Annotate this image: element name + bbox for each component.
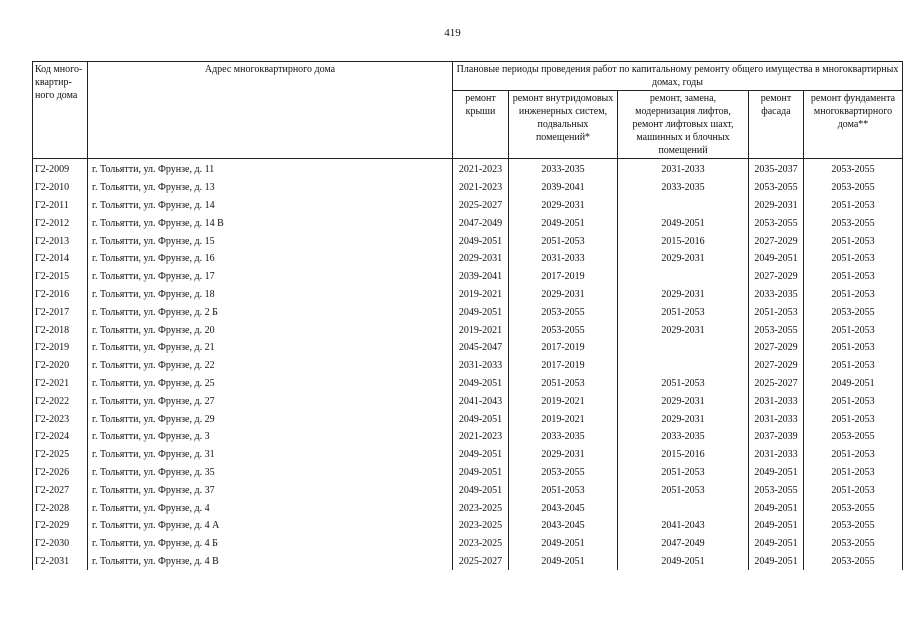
cell-facade: 2049-2051 <box>749 499 804 517</box>
cell-foundation: 2051-2053 <box>804 410 903 428</box>
cell-facade: 2053-2055 <box>749 321 804 339</box>
cell-code: Г2-2031 <box>33 553 88 571</box>
cell-lifts: 2047-2049 <box>618 535 749 553</box>
cell-roof: 2049-2051 <box>453 410 509 428</box>
cell-roof: 2047-2049 <box>453 214 509 232</box>
cell-lifts <box>618 499 749 517</box>
cell-address: г. Тольятти, ул. Фрунзе, д. 11 <box>88 159 453 179</box>
page-number: 419 <box>444 27 461 39</box>
header-address: Адрес многоквартирного дома <box>88 62 453 159</box>
cell-facade: 2027-2029 <box>749 357 804 375</box>
cell-lifts: 2029-2031 <box>618 410 749 428</box>
cell-facade: 2053-2055 <box>749 481 804 499</box>
cell-systems: 2019-2021 <box>509 392 618 410</box>
cell-code: Г2-2024 <box>33 428 88 446</box>
table-row <box>33 357 903 375</box>
cell-systems: 2051-2053 <box>509 232 618 250</box>
cell-address: г. Тольятти, ул. Фрунзе, д. 27 <box>88 392 453 410</box>
table-row <box>33 232 903 250</box>
table-row <box>33 375 903 393</box>
cell-address: г. Тольятти, ул. Фрунзе, д. 14 <box>88 197 453 215</box>
cell-systems: 2049-2051 <box>509 214 618 232</box>
table-row <box>33 268 903 286</box>
cell-facade: 2035-2037 <box>749 159 804 179</box>
cell-foundation: 2053-2055 <box>804 214 903 232</box>
cell-code: Г2-2022 <box>33 392 88 410</box>
cell-systems: 2043-2045 <box>509 517 618 535</box>
table-row <box>33 286 903 304</box>
cell-systems: 2049-2051 <box>509 553 618 571</box>
cell-roof: 2023-2025 <box>453 517 509 535</box>
cell-systems: 2053-2055 <box>509 464 618 482</box>
cell-lifts: 2051-2053 <box>618 375 749 393</box>
table-row <box>33 499 903 517</box>
cell-foundation: 2051-2053 <box>804 446 903 464</box>
cell-roof: 2031-2033 <box>453 357 509 375</box>
table-row <box>33 339 903 357</box>
cell-address: г. Тольятти, ул. Фрунзе, д. 13 <box>88 179 453 197</box>
cell-facade: 2027-2029 <box>749 232 804 250</box>
table-row <box>33 464 903 482</box>
table-row <box>33 446 903 464</box>
table-row <box>33 197 903 215</box>
cell-facade: 2049-2051 <box>749 553 804 571</box>
cell-systems: 2053-2055 <box>509 321 618 339</box>
cell-address: г. Тольятти, ул. Фрунзе, д. 35 <box>88 464 453 482</box>
cell-lifts <box>618 268 749 286</box>
table-row <box>33 214 903 232</box>
table-row <box>33 553 903 571</box>
cell-foundation: 2053-2055 <box>804 499 903 517</box>
cell-lifts: 2015-2016 <box>618 232 749 250</box>
header-roof: ремонт крыши <box>453 91 509 159</box>
cell-address: г. Тольятти, ул. Фрунзе, д. 25 <box>88 375 453 393</box>
cell-code: Г2-2016 <box>33 286 88 304</box>
cell-lifts: 2029-2031 <box>618 321 749 339</box>
cell-systems: 2039-2041 <box>509 179 618 197</box>
cell-roof: 2049-2051 <box>453 464 509 482</box>
cell-roof: 2049-2051 <box>453 232 509 250</box>
cell-foundation: 2051-2053 <box>804 339 903 357</box>
cell-code: Г2-2029 <box>33 517 88 535</box>
cell-systems: 2049-2051 <box>509 535 618 553</box>
cell-foundation: 2051-2053 <box>804 268 903 286</box>
cell-address: г. Тольятти, ул. Фрунзе, д. 21 <box>88 339 453 357</box>
cell-address: г. Тольятти, ул. Фрунзе, д. 14 В <box>88 214 453 232</box>
cell-facade: 2027-2029 <box>749 339 804 357</box>
cell-roof: 2029-2031 <box>453 250 509 268</box>
cell-lifts: 2049-2051 <box>618 214 749 232</box>
cell-roof: 2019-2021 <box>453 286 509 304</box>
cell-lifts: 2029-2031 <box>618 286 749 304</box>
cell-roof: 2025-2027 <box>453 553 509 571</box>
cell-systems: 2017-2019 <box>509 339 618 357</box>
table-body <box>33 159 903 571</box>
cell-address: г. Тольятти, ул. Фрунзе, д. 31 <box>88 446 453 464</box>
cell-roof: 2049-2051 <box>453 303 509 321</box>
cell-facade: 2025-2027 <box>749 375 804 393</box>
cell-lifts: 2049-2051 <box>618 553 749 571</box>
cell-facade: 2031-2033 <box>749 446 804 464</box>
cell-foundation: 2051-2053 <box>804 197 903 215</box>
cell-roof: 2049-2051 <box>453 481 509 499</box>
cell-code: Г2-2030 <box>33 535 88 553</box>
cell-code: Г2-2019 <box>33 339 88 357</box>
table-row <box>33 392 903 410</box>
cell-facade: 2029-2031 <box>749 197 804 215</box>
cell-systems: 2029-2031 <box>509 197 618 215</box>
header-foundation: ремонт фундамента многоквартирного дома** <box>804 91 903 159</box>
cell-address: г. Тольятти, ул. Фрунзе, д. 4 В <box>88 553 453 571</box>
cell-systems: 2029-2031 <box>509 446 618 464</box>
cell-address: г. Тольятти, ул. Фрунзе, д. 18 <box>88 286 453 304</box>
cell-roof: 2039-2041 <box>453 268 509 286</box>
cell-foundation: 2051-2053 <box>804 481 903 499</box>
cell-code: Г2-2009 <box>33 159 88 179</box>
table-row <box>33 321 903 339</box>
cell-facade: 2053-2055 <box>749 214 804 232</box>
cell-code: Г2-2011 <box>33 197 88 215</box>
cell-lifts: 2033-2035 <box>618 428 749 446</box>
cell-lifts: 2033-2035 <box>618 179 749 197</box>
cell-lifts: 2031-2033 <box>618 159 749 179</box>
cell-systems: 2017-2019 <box>509 268 618 286</box>
cell-facade: 2037-2039 <box>749 428 804 446</box>
cell-roof: 2023-2025 <box>453 535 509 553</box>
cell-facade: 2053-2055 <box>749 179 804 197</box>
cell-address: г. Тольятти, ул. Фрунзе, д. 22 <box>88 357 453 375</box>
cell-code: Г2-2027 <box>33 481 88 499</box>
cell-code: Г2-2017 <box>33 303 88 321</box>
table-row <box>33 535 903 553</box>
cell-address: г. Тольятти, ул. Фрунзе, д. 2 Б <box>88 303 453 321</box>
cell-roof: 2023-2025 <box>453 499 509 517</box>
cell-lifts <box>618 197 749 215</box>
table-row <box>33 159 903 179</box>
cell-roof: 2049-2051 <box>453 375 509 393</box>
cell-roof: 2049-2051 <box>453 446 509 464</box>
header-periods: Плановые периоды проведения работ по капитальному ремонту общего имущества в многоквартирных домах, годы <box>453 62 903 91</box>
cell-foundation: 2051-2053 <box>804 286 903 304</box>
header-lifts: ремонт, замена, модернизация лифтов, ремонт лифтовых шахт, машинных и блочных помещений <box>618 91 749 159</box>
cell-lifts <box>618 357 749 375</box>
cell-code: Г2-2013 <box>33 232 88 250</box>
cell-foundation: 2051-2053 <box>804 392 903 410</box>
cell-code: Г2-2014 <box>33 250 88 268</box>
cell-foundation: 2053-2055 <box>804 159 903 179</box>
capital-repair-table <box>32 61 903 570</box>
cell-address: г. Тольятти, ул. Фрунзе, д. 4 А <box>88 517 453 535</box>
cell-code: Г2-2010 <box>33 179 88 197</box>
cell-facade: 2031-2033 <box>749 392 804 410</box>
cell-foundation: 2053-2055 <box>804 517 903 535</box>
cell-address: г. Тольятти, ул. Фрунзе, д. 16 <box>88 250 453 268</box>
cell-address: г. Тольятти, ул. Фрунзе, д. 37 <box>88 481 453 499</box>
cell-address: г. Тольятти, ул. Фрунзе, д. 29 <box>88 410 453 428</box>
header-systems: ремонт внутридомовых инженерных систем, подвальных помещений* <box>509 91 618 159</box>
cell-lifts <box>618 339 749 357</box>
cell-systems: 2033-2035 <box>509 428 618 446</box>
cell-code: Г2-2012 <box>33 214 88 232</box>
cell-roof: 2045-2047 <box>453 339 509 357</box>
table-row <box>33 250 903 268</box>
cell-systems: 2019-2021 <box>509 410 618 428</box>
cell-foundation: 2051-2053 <box>804 321 903 339</box>
cell-address: г. Тольятти, ул. Фрунзе, д. 15 <box>88 232 453 250</box>
cell-lifts: 2029-2031 <box>618 392 749 410</box>
table-row <box>33 179 903 197</box>
cell-facade: 2049-2051 <box>749 517 804 535</box>
cell-systems: 2051-2053 <box>509 375 618 393</box>
cell-systems: 2051-2053 <box>509 481 618 499</box>
header-facade: ремонт фасада <box>749 91 804 159</box>
cell-foundation: 2053-2055 <box>804 553 903 571</box>
cell-code: Г2-2018 <box>33 321 88 339</box>
cell-foundation: 2053-2055 <box>804 179 903 197</box>
cell-foundation: 2051-2053 <box>804 232 903 250</box>
cell-lifts: 2015-2016 <box>618 446 749 464</box>
cell-roof: 2021-2023 <box>453 428 509 446</box>
cell-facade: 2031-2033 <box>749 410 804 428</box>
cell-lifts: 2029-2031 <box>618 250 749 268</box>
cell-systems: 2031-2033 <box>509 250 618 268</box>
cell-lifts: 2051-2053 <box>618 464 749 482</box>
table-row <box>33 517 903 535</box>
cell-address: г. Тольятти, ул. Фрунзе, д. 20 <box>88 321 453 339</box>
cell-foundation: 2051-2053 <box>804 357 903 375</box>
cell-systems: 2029-2031 <box>509 286 618 304</box>
cell-code: Г2-2015 <box>33 268 88 286</box>
cell-facade: 2051-2053 <box>749 303 804 321</box>
cell-roof: 2019-2021 <box>453 321 509 339</box>
cell-foundation: 2049-2051 <box>804 375 903 393</box>
cell-foundation: 2051-2053 <box>804 250 903 268</box>
cell-address: г. Тольятти, ул. Фрунзе, д. 4 <box>88 499 453 517</box>
cell-foundation: 2053-2055 <box>804 303 903 321</box>
table-row <box>33 410 903 428</box>
cell-systems: 2043-2045 <box>509 499 618 517</box>
cell-lifts: 2051-2053 <box>618 303 749 321</box>
cell-lifts: 2051-2053 <box>618 481 749 499</box>
header-code: Код много-квартир-ного дома <box>33 62 88 159</box>
cell-roof: 2041-2043 <box>453 392 509 410</box>
cell-systems: 2053-2055 <box>509 303 618 321</box>
cell-foundation: 2053-2055 <box>804 535 903 553</box>
cell-code: Г2-2025 <box>33 446 88 464</box>
cell-facade: 2049-2051 <box>749 250 804 268</box>
cell-roof: 2025-2027 <box>453 197 509 215</box>
cell-code: Г2-2026 <box>33 464 88 482</box>
cell-code: Г2-2021 <box>33 375 88 393</box>
cell-code: Г2-2023 <box>33 410 88 428</box>
cell-facade: 2049-2051 <box>749 535 804 553</box>
cell-foundation: 2053-2055 <box>804 428 903 446</box>
cell-address: г. Тольятти, ул. Фрунзе, д. 4 Б <box>88 535 453 553</box>
table-row <box>33 303 903 321</box>
cell-systems: 2033-2035 <box>509 159 618 179</box>
cell-address: г. Тольятти, ул. Фрунзе, д. 17 <box>88 268 453 286</box>
cell-facade: 2033-2035 <box>749 286 804 304</box>
table-row <box>33 481 903 499</box>
cell-roof: 2021-2023 <box>453 179 509 197</box>
cell-foundation: 2051-2053 <box>804 464 903 482</box>
cell-lifts: 2041-2043 <box>618 517 749 535</box>
table-row <box>33 428 903 446</box>
cell-code: Г2-2020 <box>33 357 88 375</box>
cell-systems: 2017-2019 <box>509 357 618 375</box>
cell-facade: 2049-2051 <box>749 464 804 482</box>
cell-code: Г2-2028 <box>33 499 88 517</box>
cell-address: г. Тольятти, ул. Фрунзе, д. 3 <box>88 428 453 446</box>
cell-facade: 2027-2029 <box>749 268 804 286</box>
cell-roof: 2021-2023 <box>453 159 509 179</box>
